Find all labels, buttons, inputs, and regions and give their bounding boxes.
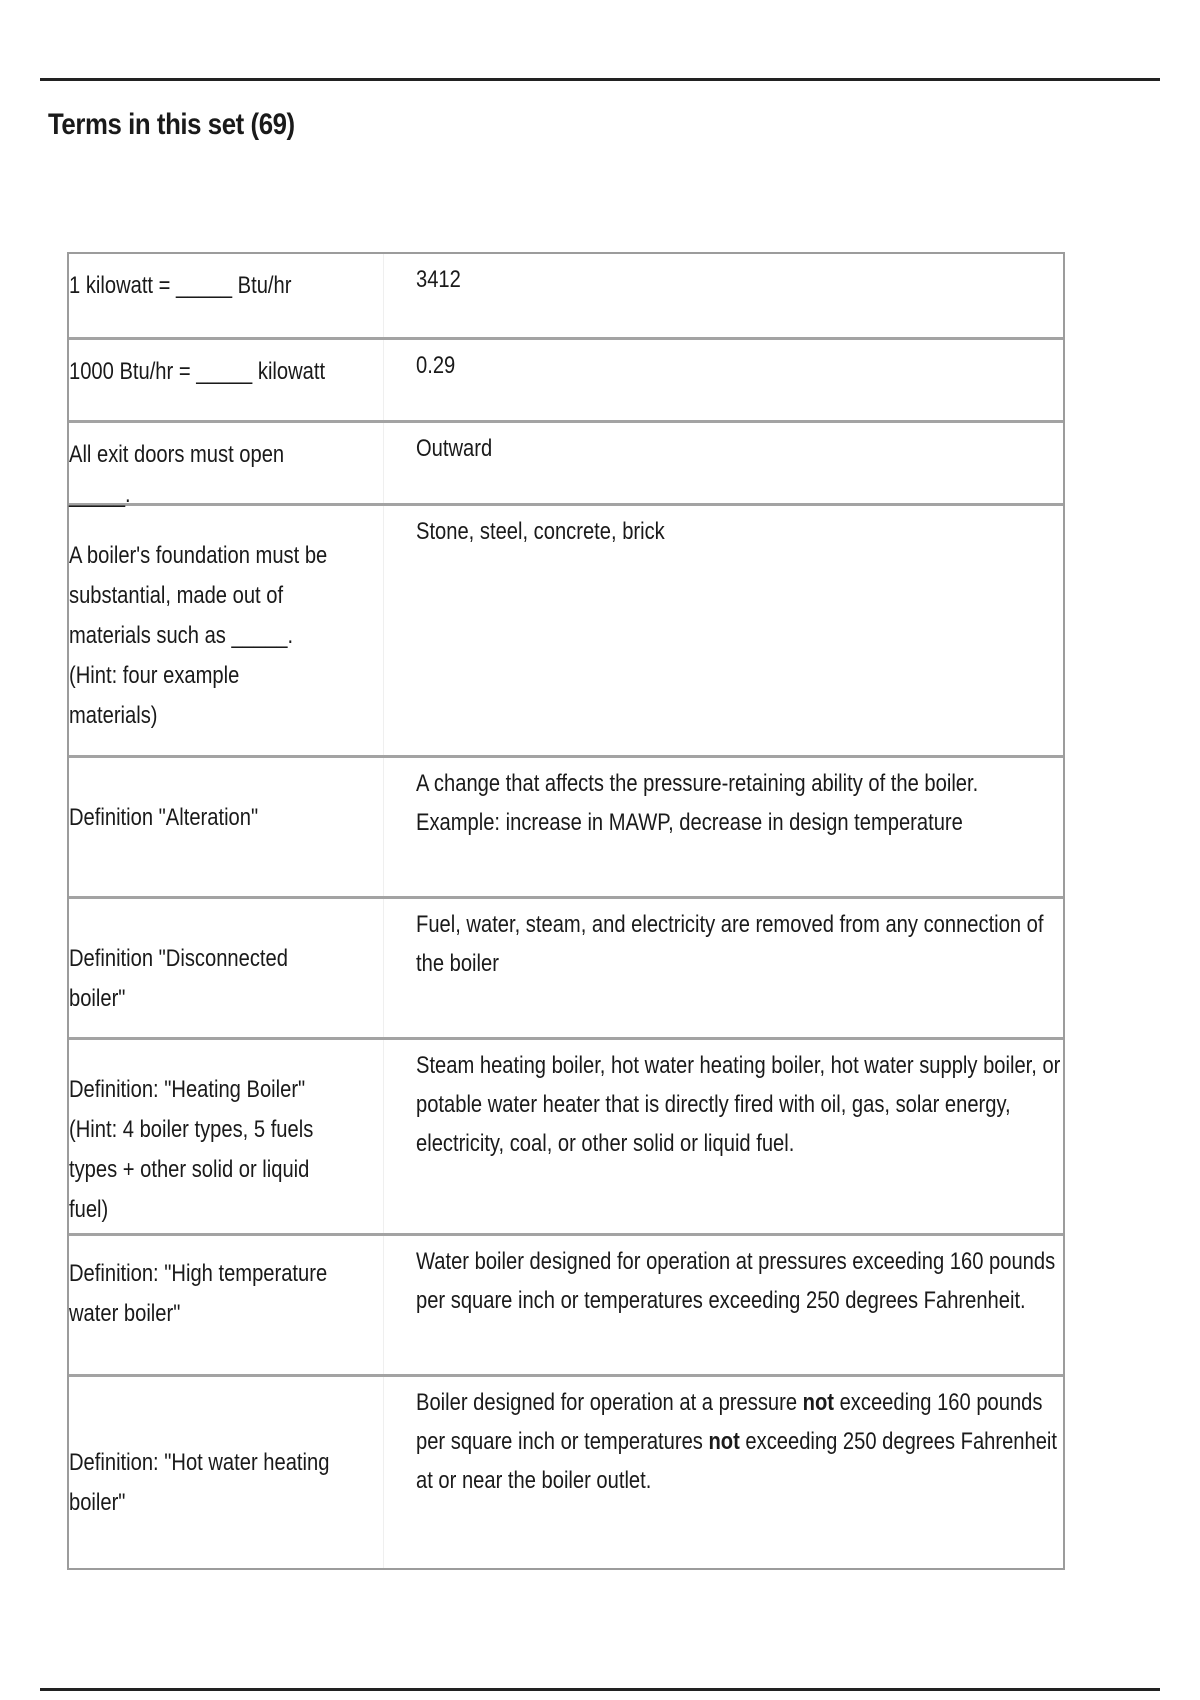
definition-cell	[384, 340, 1063, 420]
definition-part: exceeding 160 pounds per square inch or temperatures	[416, 1389, 1043, 1455]
term-cell	[69, 899, 384, 1037]
top-divider	[40, 78, 1160, 81]
table-row	[69, 896, 1063, 1037]
table-row	[69, 1374, 1063, 1568]
term-text: Definition: "Heating Boiler" (Hint: 4 boiler types, 5 fuels types + other solid or liquid fuel)	[69, 1076, 314, 1223]
term-text: 1000 Btu/hr = _____ kilowatt	[69, 358, 326, 385]
definition-part: Boiler designed for operation at a pressure	[416, 1389, 803, 1416]
page-title: Terms in this set (69)	[48, 108, 295, 141]
table-row	[69, 1037, 1063, 1233]
definition-text: 3412	[416, 266, 461, 293]
definition-text: Water boiler designed for operation at pressures exceeding 160 pounds per square inch or temperatures exceeding 250 degrees Fahrenheit.	[416, 1248, 1056, 1314]
table-row	[69, 337, 1063, 420]
term-cell	[69, 340, 384, 420]
definition-text	[416, 1383, 1063, 1500]
definition-cell	[384, 1377, 1063, 1568]
definition-text: A change that affects the pressure-retaining ability of the boiler. Example: increase in MAWP, decrease in design temperature	[416, 770, 979, 836]
term-cell	[69, 1236, 384, 1374]
term-text: All exit doors must open _____.	[69, 441, 285, 508]
definition-cell	[384, 423, 1063, 503]
table-row	[69, 755, 1063, 896]
term-text: Definition: "High temperature water boiler"	[69, 1260, 328, 1327]
definition-cell	[384, 899, 1063, 1037]
emphasis-text: not	[802, 1389, 834, 1416]
definition-part: exceeding 250 degrees Fahrenheit at or near the boiler outlet.	[416, 1428, 1058, 1494]
definition-cell	[384, 506, 1063, 755]
definition-text: Steam heating boiler, hot water heating boiler, hot water supply boiler, or potable water heater that is directly fired with oil, gas, solar energy, electricity, coal, or other solid or liquid fuel.	[416, 1052, 1061, 1157]
table-row	[69, 420, 1063, 508]
term-cell	[69, 1040, 384, 1233]
definition-cell	[384, 758, 1063, 896]
definition-text: Stone, steel, concrete, brick	[416, 518, 665, 545]
table-row	[69, 254, 1063, 337]
term-cell	[69, 254, 384, 337]
definition-cell	[384, 1040, 1063, 1233]
definition-text: Outward	[416, 435, 493, 462]
definition-text: 0.29	[416, 352, 456, 379]
term-cell	[69, 506, 384, 755]
emphasis-text: not	[708, 1428, 740, 1455]
definition-cell	[384, 1236, 1063, 1374]
term-cell	[69, 423, 384, 508]
table-row	[69, 503, 1063, 755]
table-row	[69, 1233, 1063, 1374]
term-cell	[69, 758, 384, 896]
term-text: Definition "Alteration"	[69, 804, 259, 831]
term-text: 1 kilowatt = _____ Btu/hr	[69, 272, 292, 299]
bottom-divider	[40, 1688, 1160, 1691]
term-text: Definition "Disconnected boiler"	[69, 945, 288, 1012]
terms-table	[67, 252, 1065, 1570]
definition-text: Fuel, water, steam, and electricity are removed from any connection of the boiler	[416, 911, 1044, 977]
term-cell	[69, 1377, 384, 1568]
term-text: Definition: "Hot water heating boiler"	[69, 1449, 330, 1516]
definition-cell	[384, 254, 1063, 337]
term-text: A boiler's foundation must be substantial, made out of materials such as _____. (Hint: four example materials)	[69, 542, 328, 729]
